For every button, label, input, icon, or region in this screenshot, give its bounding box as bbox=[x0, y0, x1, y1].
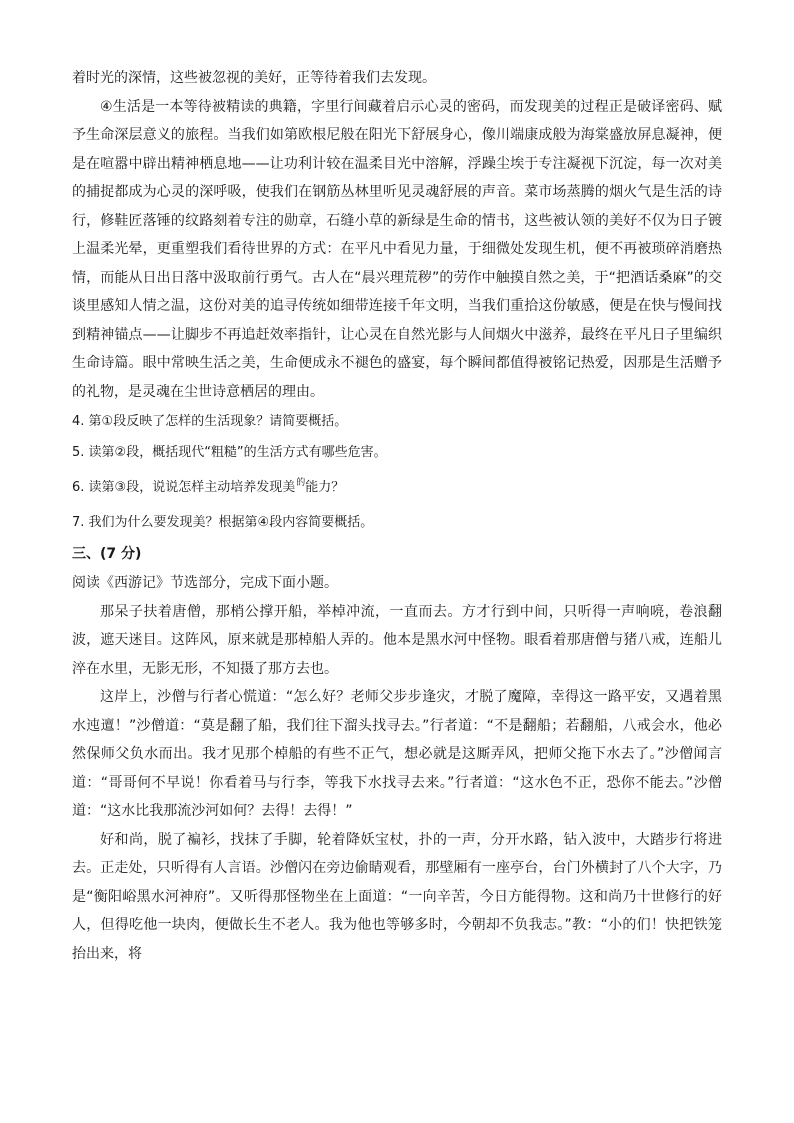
passage-paragraph-4: ④生活是一本等待被精读的典籍，字里行间藏着启示心灵的密码，而发现美的过程正是破译密码、赋予生命深层意义的旅程。当我们如第欧根尼般在阳光下舒展身心，像川端康成般为海棠盛放屏息凝神，便是在喧嚣中辟出精神栖息地——让功利计较在温柔目光中溶解，浮躁尘埃于专注凝视下沉淀，每一次对美的捕捉都成为心灵的深呼吸，使我们在钢筋丛林里听见灵魂舒展的声音。菜市场蒸腾的烟火气是生活的诗行，修鞋匠落锤的纹路刻着专注的勋章，石缝小草的新绿是生命的情书，这些被认领的美好不仅为日子镀上温柔光晕，更重塑我们看待世界的方式：在平凡中看见力量，于细微处发现生机，便不再被琐碎消磨热情，而能从日出日落中汲取前行勇气。古人在“晨兴理荒秽”的劳作中触摸自然之美，于“把酒话桑麻”的交谈里感知人情之温，这份对美的追寻传统如细带连接千年文明，当我们重拾这份敏感，便是在快与慢间找到精神锚点——让脚步不再追赶效率指针，让心灵在自然光影与人间烟火中滋养，最终在平凡日子里编织生命诗篇。眼中常映生活之美，生命便成永不褪色的盛宴，每个瞬间都值得被铭记热爱，因那是生活赠予的礼物，是灵魂在尘世诗意栖居的理由。 bbox=[72, 98, 722, 400]
journey-paragraph-2: 这岸上，沙僧与行者心慌道：“怎么好？老师父步步逢灾，才脱了魔障，幸得这一路平安，又遇着黑水迍邅！”沙僧道：“莫是翻了船，我们往下溜头找寻去。”行者道：“不是翻船；若翻船，八戒会水，他必然保师父负水而出。我才见那个棹船的有些不正气，想必就是这厮弄风，把师父拖下水去了。”沙僧闻言道：“哥哥何不早说！你看着马与行李，等我下水找寻去来。”行者道：“这水色不正，恐你不能去。”沙僧道：“这水比我那流沙河如何？去得！去得！” bbox=[72, 689, 722, 819]
question-6-text-after: 能力？ bbox=[305, 480, 345, 495]
question-5: 5. 读第②段，概括现代“粗糙”的生活方式有哪些危害。 bbox=[72, 445, 387, 460]
question-6 bbox=[72, 471, 722, 506]
question-4: 4. 第①段反映了怎样的生活现象？请简要概括。 bbox=[72, 414, 348, 429]
question-6-superscript: 的 bbox=[296, 478, 306, 488]
passage-tail-line: 着时光的深情，这些被忽视的美好，正等待着我们去发现。 bbox=[72, 70, 436, 86]
question-7: 7. 我们为什么要发现美？根据第④段内容简要概括。 bbox=[72, 515, 374, 530]
journey-paragraph-3: 好和尚，脱了褊衫，找抹了手脚，轮着降妖宝杖，扑的一声，分开水路，钻入波中，大踏步行将进去。正走处，只听得有人言语。沙僧闪在旁边偷睛观看，那壁厢有一座亭台，台门外横封了八个大字，乃是“衡阳峪黑水河神府”。又听得那怪物坐在上面道：“一向辛苦，今日方能得物。这和尚乃十世修行的好人，但得吃他一块肉，便做长生不老人。我为他也等够多时，今朝却不负我志。”教：“小的们！快把铁笼抬出来，将 bbox=[72, 831, 722, 962]
journey-paragraph-1: 那呆子扶着唐僧，那梢公撑开船，举棹冲流，一直而去。方才行到中间，只听得一声响喨，卷浪翻波，遮天迷目。这阵风，原来就是那棹船人弄的。他本是黑水河中怪物。眼看着那唐僧与猪八戒，连船儿淬在水里，无影无形，不知摄了那方去也。 bbox=[72, 603, 722, 677]
question-6-text-before: 6. 读第③段，说说怎样主动培养发现美 bbox=[72, 480, 296, 495]
document-content bbox=[72, 64, 722, 968]
section-3-heading: 三、(7 分) bbox=[72, 546, 142, 562]
question-list bbox=[72, 408, 722, 537]
section-3-instruction: 阅读《西游记》节选部分，完成下面小题。 bbox=[72, 575, 338, 591]
